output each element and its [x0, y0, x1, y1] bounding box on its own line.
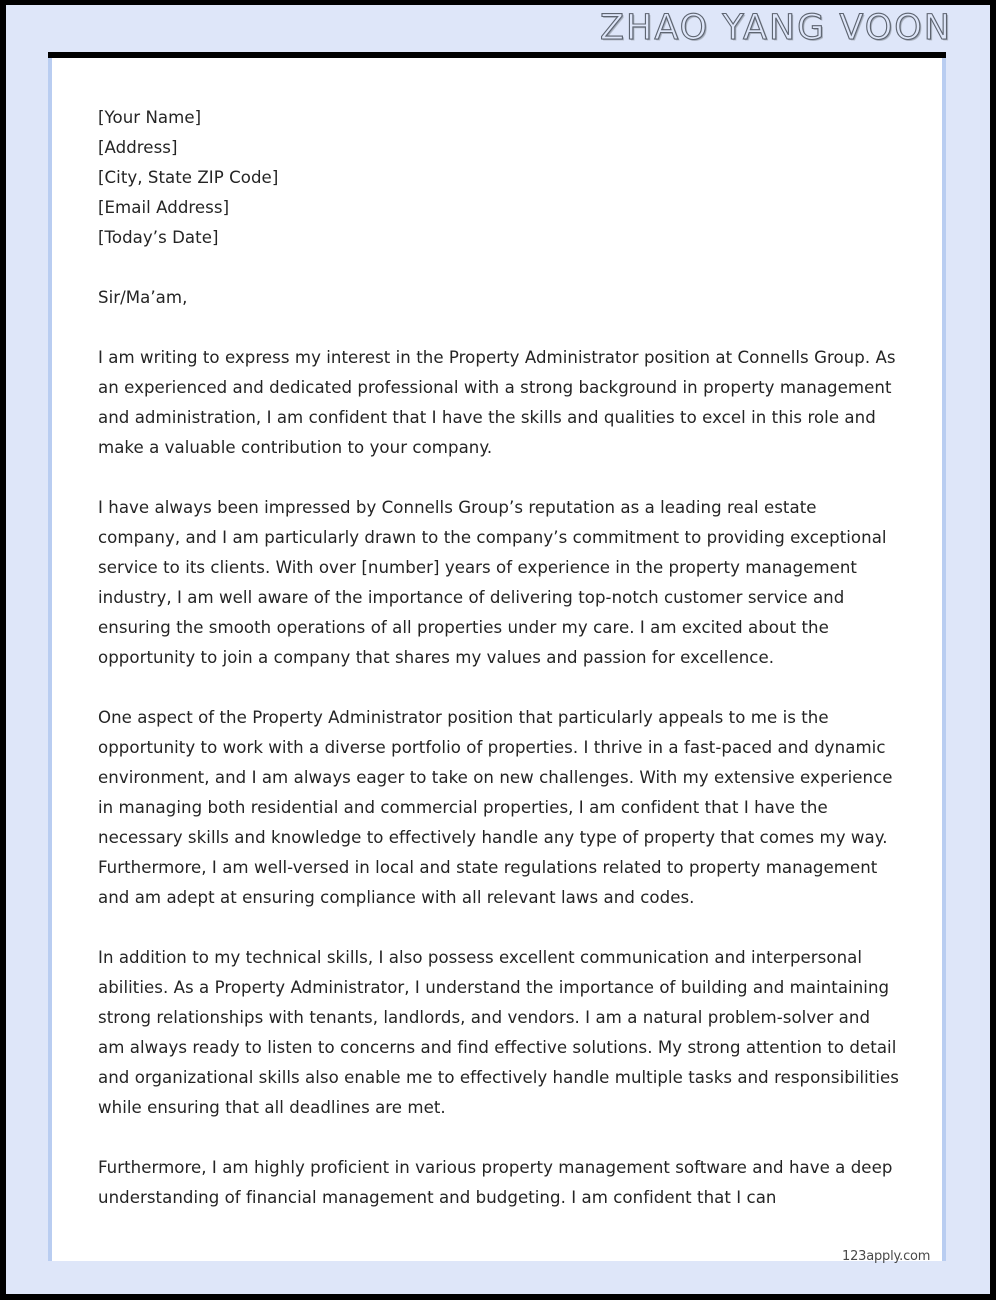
spacer-after-paragraph-4 [98, 1123, 900, 1153]
spacer-after-paragraph-3 [98, 913, 900, 943]
body-paragraph-5: Furthermore, I am highly proficient in various property management software and have a deep understanding of financial management and budgeting. I am confident that I can [98, 1158, 893, 1207]
body-paragraph-1: I am writing to express my interest in the Property Administrator position at Connells Group. As an experienced and dedicated professional with a strong background in property management and administration, I am confident that I have the skills and qualities to excel in this role and make a valuable contribution to your company. [98, 348, 896, 457]
sender-date-line: [Today’s Date] [98, 228, 219, 247]
candidate-name-title: ZHAO YANG VOON [600, 8, 952, 48]
site-watermark: 123apply.com [842, 1249, 931, 1264]
body-paragraph-4: In addition to my technical skills, I also possess excellent communication and interpersonal abilities. As a Property Administrator, I understand the importance of building and maintaining strong relationships with tenants, landlords, and vendors. I am a natural problem-solver and am always ready to listen to concerns and find effective solutions. My strong attention to detail and organizational skills also enable me to effectively handle multiple tasks and responsibilities while ensuring that all deadlines are met. [98, 948, 899, 1117]
letterhead-header [6, 5, 990, 52]
page-canvas [6, 5, 990, 1294]
spacer-after-paragraph-1 [98, 463, 900, 493]
spacer-after-address [98, 253, 900, 283]
sender-name-line: [Your Name] [98, 108, 202, 127]
cover-letter-body [52, 58, 942, 1213]
spacer-after-paragraph-2 [98, 673, 900, 703]
body-paragraph-2: I have always been impressed by Connells Group’s reputation as a leading real estate company, and I am particularly drawn to the company’s commitment to providing exceptional service to its clients. With over [number] years of experience in the property management industry, I am well aware of the importance of delivering top-notch customer service and ensuring the smooth operations of all properties under my care. I am excited about the opportunity to join a company that shares my values and passion for excellence. [98, 498, 887, 667]
sender-email-line: [Email Address] [98, 198, 230, 217]
salutation: Sir/Ma’am, [98, 288, 188, 307]
sender-address-block [98, 103, 900, 253]
spacer-after-salutation [98, 313, 900, 343]
page-edge-accent-right [942, 58, 946, 1261]
sender-address-line: [Address] [98, 138, 178, 157]
sender-city-state-zip-line: [City, State ZIP Code] [98, 168, 279, 187]
body-paragraph-3: One aspect of the Property Administrator position that particularly appeals to me is the opportunity to work with a diverse portfolio of properties. I thrive in a fast-paced and dynamic environment, and I am always eager to take on new challenges. With my extensive experience in managing both residential and commercial properties, I am confident that I have the necessary skills and knowledge to effectively handle any type of property that comes my way. Furthermore, I am well-versed in local and state regulations related to property management and am adept at ensuring compliance with all relevant laws and codes. [98, 708, 893, 907]
